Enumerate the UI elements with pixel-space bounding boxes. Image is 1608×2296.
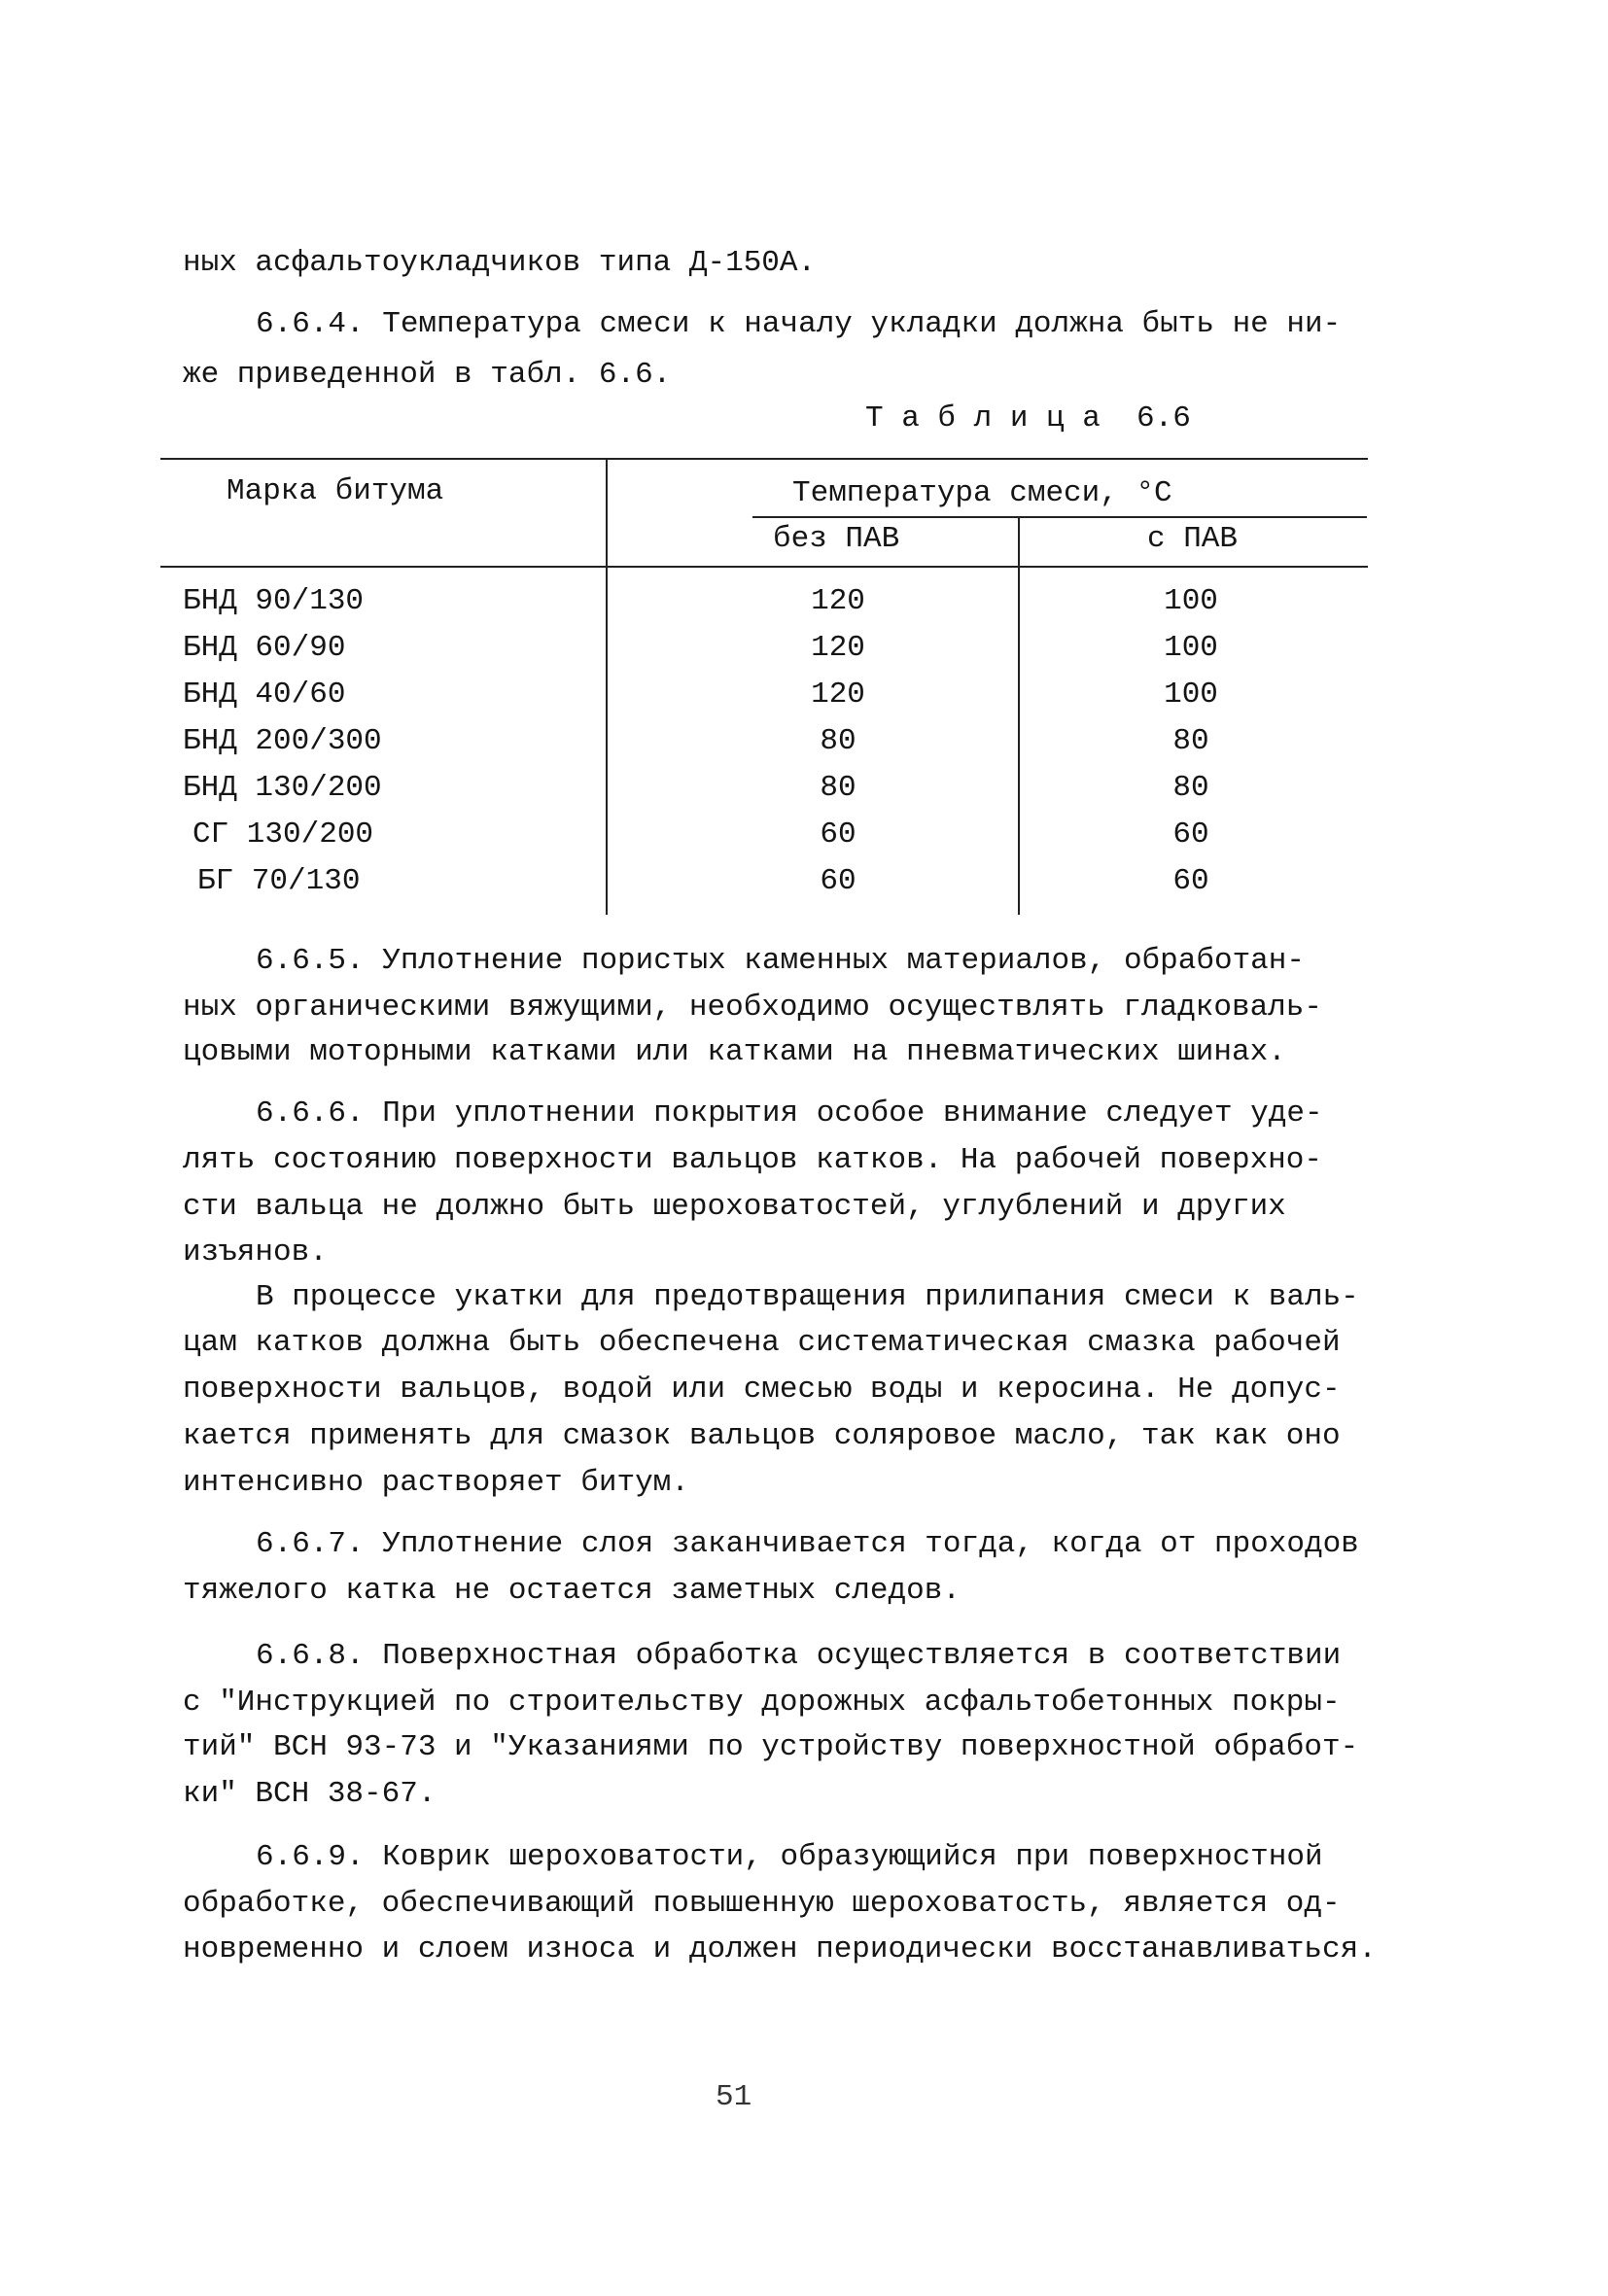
text-line: 6.6.6. При уплотнении покрытия особое внимание следует уде- xyxy=(256,1096,1323,1131)
text-line: тяжелого катка не остается заметных следов. xyxy=(183,1574,961,1608)
cell-with-pav: 80 xyxy=(1172,771,1209,805)
cell-with-pav: 100 xyxy=(1164,584,1218,618)
column-divider xyxy=(1018,516,1020,915)
text-line: цовыми моторными катками или катками на пневматических шинах. xyxy=(183,1035,1286,1069)
header-bottom-rule xyxy=(160,566,1368,568)
header-without-pav: без ПАВ xyxy=(773,522,900,556)
cell-with-pav: 100 xyxy=(1164,678,1218,712)
cell-with-pav: 80 xyxy=(1172,724,1209,758)
text-line: 6.6.7. Уплотнение слоя заканчивается тогда, когда от проходов xyxy=(256,1527,1359,1561)
cell-grade: БНД 200/300 xyxy=(183,724,382,758)
cell-with-pav: 100 xyxy=(1164,631,1218,665)
cell-without-pav: 120 xyxy=(811,631,865,665)
text-line: 6.6.9. Коврик шероховатости, образующийся при поверхностной xyxy=(256,1840,1323,1874)
text-line: сти вальца не должно быть шероховатостей, углублений и других xyxy=(183,1190,1286,1224)
text-line: кается применять для смазок вальцов соляровое масло, так как оно xyxy=(183,1419,1341,1453)
text-line: цам катков должна быть обеспечена систематическая смазка рабочей xyxy=(183,1326,1341,1360)
text-line: новременно и слоем износа и должен периодически восстанавливаться. xyxy=(183,1932,1377,1966)
cell-grade: БНД 130/200 xyxy=(183,771,382,805)
table-caption: Т а б л и ц а 6.6 xyxy=(865,401,1191,435)
text-line: 6.6.4. Температура смеси к началу укладки должна быть не ни- xyxy=(256,307,1342,341)
cell-without-pav: 80 xyxy=(820,724,856,758)
text-line: поверхности вальцов, водой или смесью воды и керосина. Не допус- xyxy=(183,1373,1341,1407)
table-top-rule xyxy=(160,458,1368,460)
header-grade: Марка битума xyxy=(227,474,444,508)
subheader-rule xyxy=(752,516,1367,518)
text-line: же приведенной в табл. 6.6. xyxy=(183,358,672,392)
cell-with-pav: 60 xyxy=(1172,818,1209,852)
text-line: ных органическими вяжущими, необходимо осуществлять гладковаль- xyxy=(183,991,1322,1025)
text-line: лять состоянию поверхности вальцов катков. На рабочей поверхно- xyxy=(183,1143,1322,1177)
cell-grade: СГ 130/200 xyxy=(192,818,374,852)
intro-line: ных асфальтоукладчиков типа Д-150А. xyxy=(183,246,817,280)
cell-without-pav: 120 xyxy=(811,678,865,712)
cell-without-pav: 80 xyxy=(820,771,856,805)
cell-grade: БНД 90/130 xyxy=(183,584,365,618)
header-with-pav: с ПАВ xyxy=(1147,522,1239,556)
text-line: интенсивно растворяет битум. xyxy=(183,1466,689,1500)
text-line: обработке, обеспечивающий повышенную шероховатость, является од- xyxy=(183,1887,1341,1921)
text-line: с "Инструкцией по строительству дорожных асфальтобетонных покры- xyxy=(183,1686,1341,1720)
text-line: 6.6.8. Поверхностная обработка осуществляется в соответствии xyxy=(256,1639,1342,1673)
text-line: В процессе укатки для предотвращения прилипания смеси к валь- xyxy=(256,1280,1359,1314)
page-number: 51 xyxy=(716,2080,752,2114)
cell-without-pav: 60 xyxy=(820,818,856,852)
cell-grade: БНД 60/90 xyxy=(183,631,346,665)
header-temperature: Температура смеси, °С xyxy=(792,476,1172,510)
cell-grade: БГ 70/130 xyxy=(197,864,361,898)
cell-with-pav: 60 xyxy=(1172,864,1209,898)
text-line: изъянов. xyxy=(183,1235,328,1270)
column-divider xyxy=(606,458,608,915)
text-line: тий" ВСН 93-73 и "Указаниями по устройству поверхностной обработ- xyxy=(183,1730,1359,1764)
cell-without-pav: 60 xyxy=(820,864,856,898)
text-line: ки" ВСН 38-67. xyxy=(183,1777,437,1811)
cell-grade: БНД 40/60 xyxy=(183,678,346,712)
cell-without-pav: 120 xyxy=(811,584,865,618)
text-line: 6.6.5. Уплотнение пористых каменных материалов, обработан- xyxy=(256,944,1305,978)
